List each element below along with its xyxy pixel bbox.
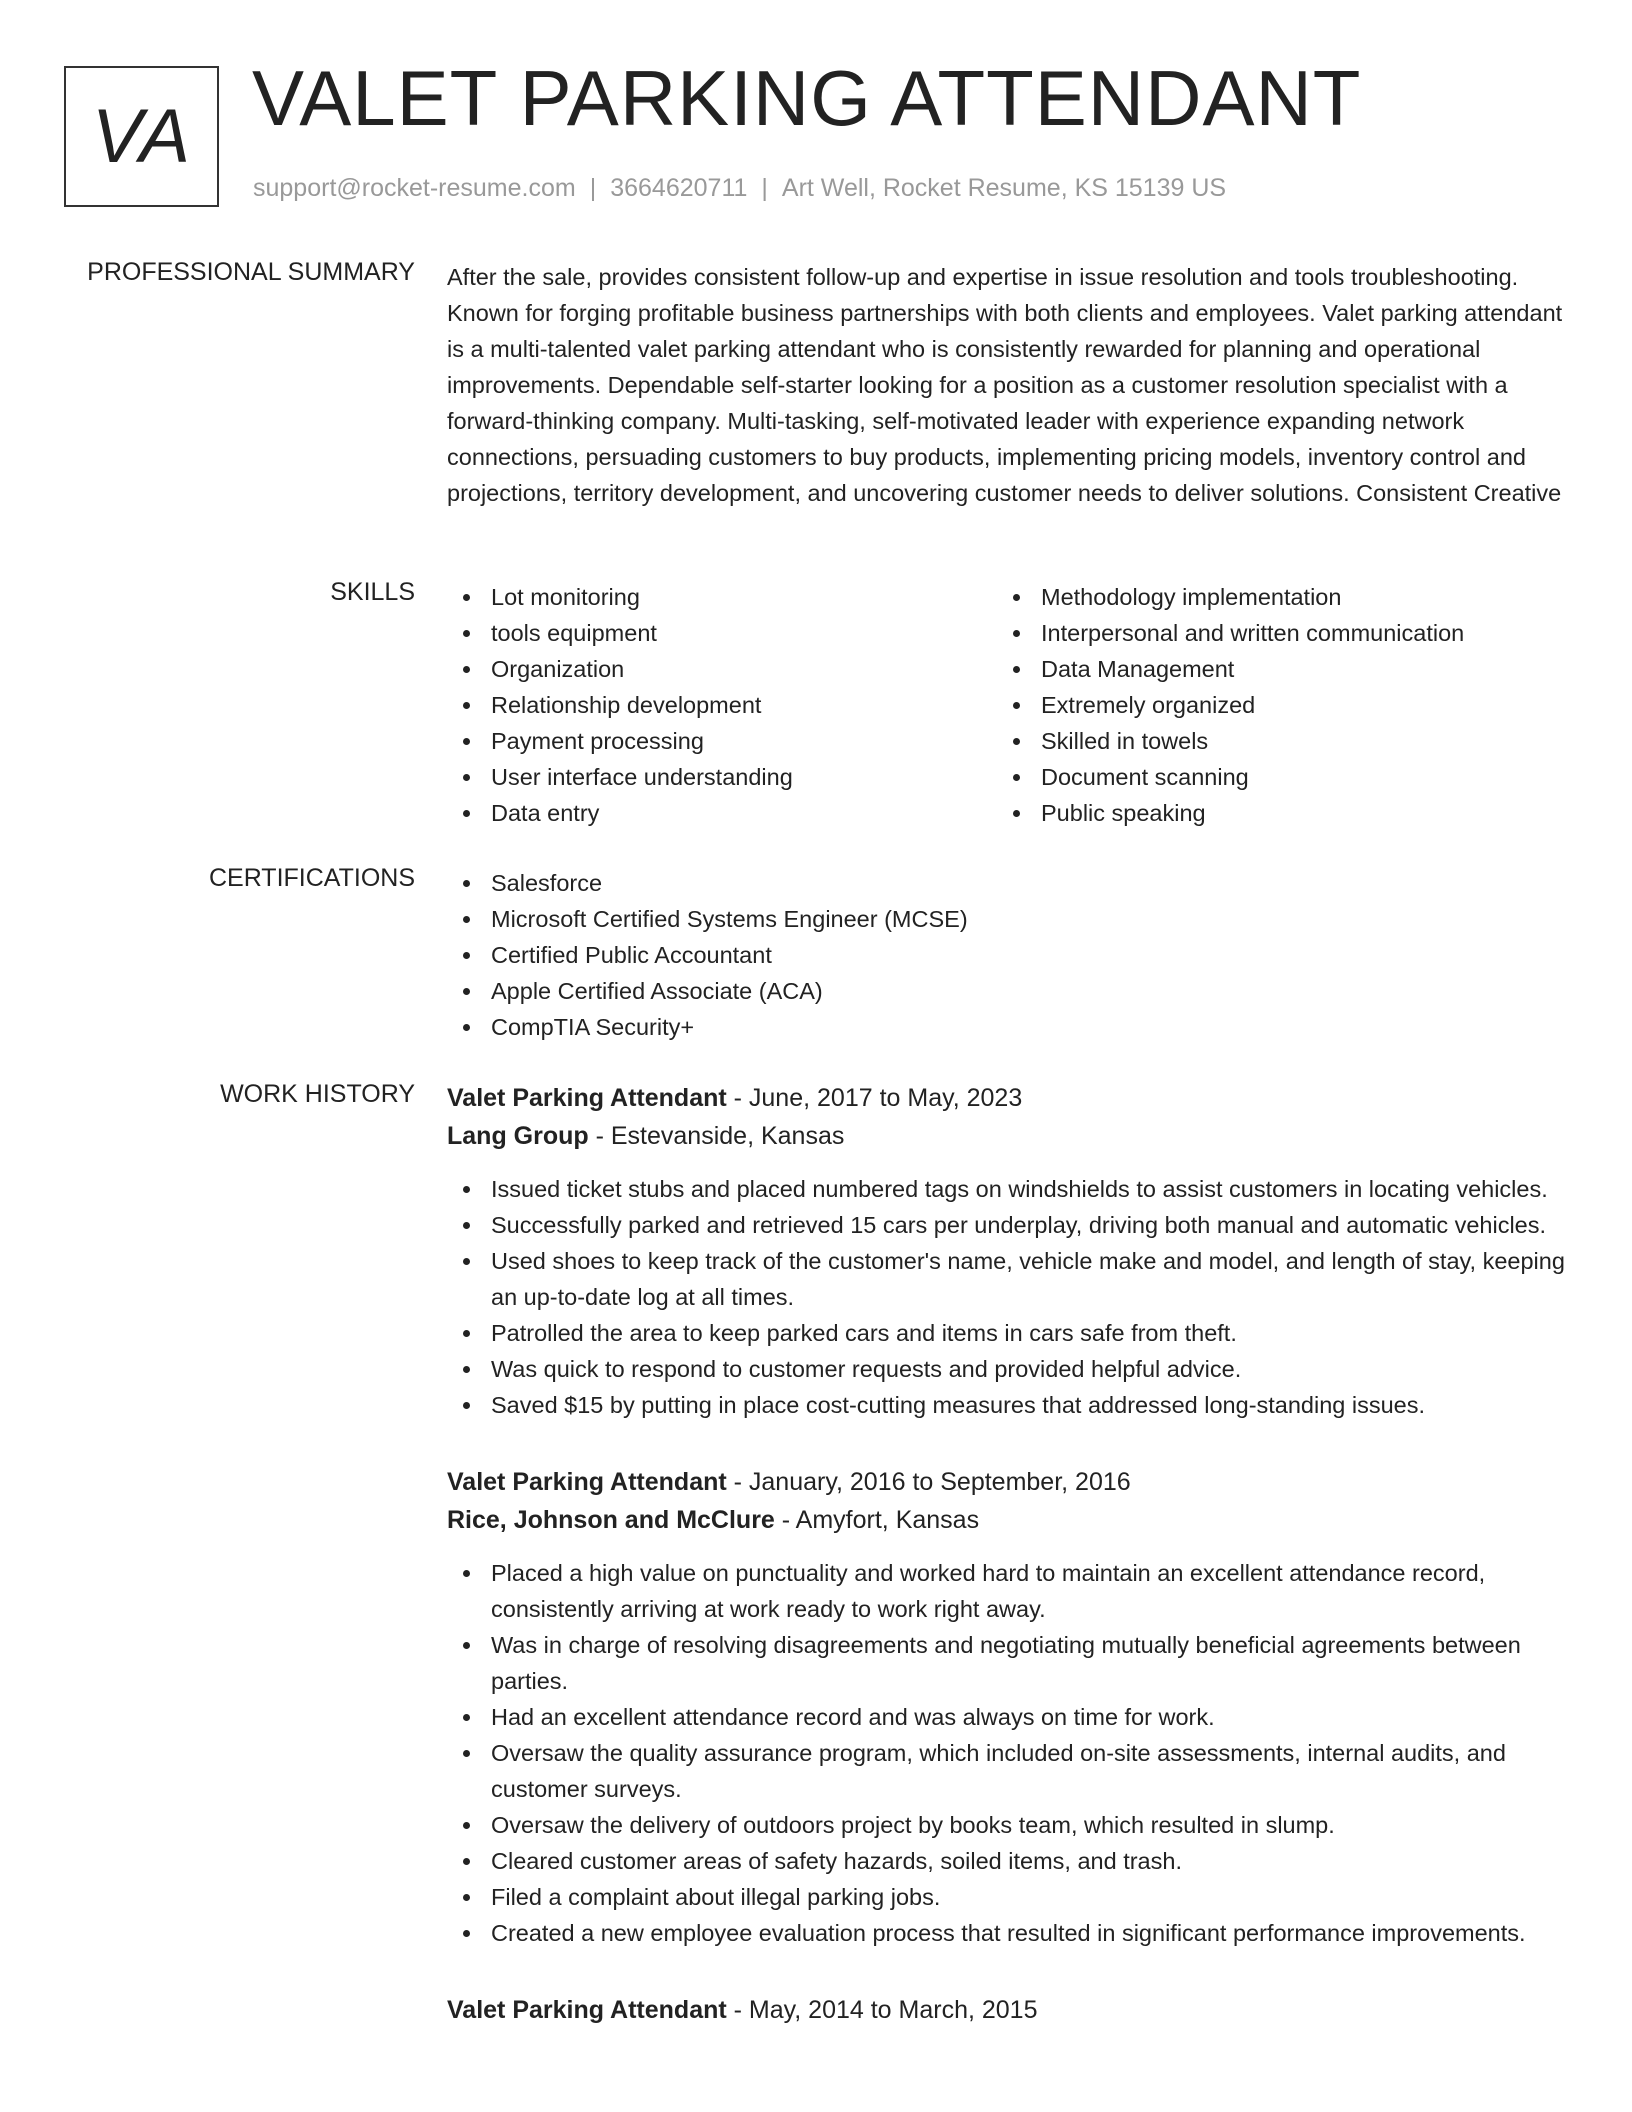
summary-text: After the sale, provides consistent follow-up and expertise in issue resolution and tools troubleshooting. Known for forging profitable business partnerships with both clients and employees. Valet parking attendant is a multi-talented valet parking attendant who is consistently rewarded for planning and operational improvements. Dependable self-starter looking for a position as a customer resolution specialist with a forward-thinking company. Multi-tasking, self-motivated leader with experience expanding network connections, persuading customers to buy products, implementing pricing models, inventory control and projections, territory development, and uncovering customer needs to deliver solutions. Consistent Creative <box>447 264 1563 506</box>
certifications-heading: CERTIFICATIONS <box>208 864 415 892</box>
skill-item: Document scanning <box>997 759 1547 795</box>
skills-heading: SKILLS <box>330 578 415 606</box>
job-title-line <box>447 1079 1567 1117</box>
job-company-line <box>447 1117 1567 1155</box>
skill-item: tools equipment <box>447 615 997 651</box>
skills-column-right <box>997 579 1547 831</box>
phone-text: 3664620711 <box>610 174 748 202</box>
job-duty-item: Issued ticket stubs and placed numbered tags on windshields to assist customers in locating vehicles. <box>447 1171 1567 1207</box>
job-dates: - January, 2016 to September, 2016 <box>726 1468 1131 1496</box>
job-location: - Estevanside, Kansas <box>588 1122 845 1150</box>
job-title: Valet Parking Attendant <box>447 1996 727 2024</box>
skill-item: Data Management <box>997 651 1547 687</box>
skill-item: Methodology implementation <box>997 579 1547 615</box>
job-dates: - May, 2014 to March, 2015 <box>726 1996 1038 2024</box>
job-duty-item: Cleared customer areas of safety hazards, soiled items, and trash. <box>447 1843 1567 1879</box>
job-duty-item: Patrolled the area to keep parked cars and items in cars safe from theft. <box>447 1315 1567 1351</box>
job-duty-item: Had an excellent attendance record and was always on time for work. <box>447 1699 1567 1735</box>
job-title: Valet Parking Attendant <box>447 1468 727 1496</box>
skills-list <box>447 579 1567 831</box>
certification-item: Certified Public Accountant <box>447 937 1567 973</box>
job-entry <box>447 1463 1567 1951</box>
separator: | <box>761 174 768 202</box>
job-entry <box>447 1079 1567 1423</box>
job-company: Rice, Johnson and McClure <box>447 1506 775 1534</box>
job-duty-item: Filed a complaint about illegal parking jobs. <box>447 1879 1567 1915</box>
job-company-line <box>447 1501 1567 1539</box>
job-company: Lang Group <box>447 1122 589 1150</box>
certification-item: Apple Certified Associate (ACA) <box>447 973 1567 1009</box>
skill-item: Relationship development <box>447 687 997 723</box>
job-title-line <box>447 1463 1567 1501</box>
skill-item: Public speaking <box>997 795 1547 831</box>
skill-item: Lot monitoring <box>447 579 997 615</box>
skill-item: Extremely organized <box>997 687 1547 723</box>
job-duty-item: Placed a high value on punctuality and worked hard to maintain an excellent attendance record, consistently arriving at work ready to work right away. <box>447 1555 1567 1627</box>
job-duty-item: Oversaw the delivery of outdoors project by books team, which resulted in slump. <box>447 1807 1567 1843</box>
job-duties <box>447 1171 1567 1423</box>
email-text: support@rocket-resume.com <box>253 174 576 202</box>
work-history-heading: WORK HISTORY <box>220 1080 415 1108</box>
job-duty-item: Oversaw the quality assurance program, which included on-site assessments, internal audits, and customer surveys. <box>447 1735 1567 1807</box>
certification-item: Microsoft Certified Systems Engineer (MCSE) <box>447 901 1567 937</box>
address-text: Art Well, Rocket Resume, KS 15139 US <box>781 174 1227 202</box>
skill-item: Interpersonal and written communication <box>997 615 1547 651</box>
job-title: Valet Parking Attendant <box>447 1084 727 1112</box>
contact-line <box>253 174 1226 203</box>
candidate-title: VALET PARKING ATTENDANT <box>252 54 1362 142</box>
skills-column-left <box>447 579 997 831</box>
certifications-items <box>447 865 1567 1045</box>
job-duty-item: Saved $15 by putting in place cost-cutting measures that addressed long-standing issues. <box>447 1387 1567 1423</box>
skill-item: Skilled in towels <box>997 723 1547 759</box>
skill-item: Organization <box>447 651 997 687</box>
job-duty-item: Was quick to respond to customer requests and provided helpful advice. <box>447 1351 1567 1387</box>
job-duties <box>447 1555 1567 1951</box>
certification-item: Salesforce <box>447 865 1567 901</box>
summary-heading: PROFESSIONAL SUMMARY <box>87 258 415 286</box>
job-duty-item: Was in charge of resolving disagreements and negotiating mutually beneficial agreements between parties. <box>447 1627 1567 1699</box>
monogram-logo: VA <box>64 66 219 207</box>
job-duty-item: Created a new employee evaluation process that resulted in significant performance improvements. <box>447 1915 1567 1951</box>
skill-item: User interface understanding <box>447 759 997 795</box>
job-duty-item: Used shoes to keep track of the customer's name, vehicle make and model, and length of stay, keeping an up-to-date log at all times. <box>447 1243 1567 1315</box>
work-history-list <box>447 1079 1567 2069</box>
job-entry <box>447 1991 1567 2029</box>
job-duty-item: Successfully parked and retrieved 15 cars per underplay, driving both manual and automatic vehicles. <box>447 1207 1567 1243</box>
certifications-list <box>447 865 1567 1045</box>
separator: | <box>589 174 597 202</box>
job-location: - Amyfort, Kansas <box>774 1506 980 1534</box>
job-title-line <box>447 1991 1567 2029</box>
skill-item: Data entry <box>447 795 997 831</box>
skill-item: Payment processing <box>447 723 997 759</box>
job-dates: - June, 2017 to May, 2023 <box>726 1084 1023 1112</box>
certification-item: CompTIA Security+ <box>447 1009 1567 1045</box>
